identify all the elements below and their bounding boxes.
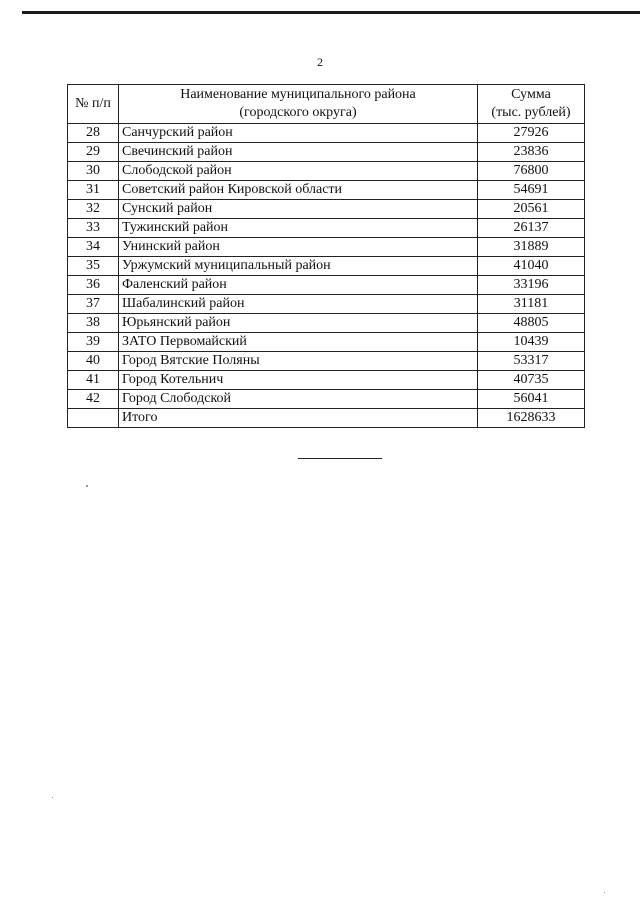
- header-sum: [478, 85, 585, 124]
- row-number: 42: [68, 390, 119, 409]
- row-name: Юрьянский район: [119, 314, 478, 333]
- row-sum: 26137: [478, 219, 585, 238]
- table-row: [68, 219, 585, 238]
- row-name: Город Вятские Поляны: [119, 352, 478, 371]
- row-sum: 31181: [478, 295, 585, 314]
- table-header-row: [68, 85, 585, 124]
- row-name: Санчурский район: [119, 124, 478, 143]
- row-number: 40: [68, 352, 119, 371]
- table-row: [68, 371, 585, 390]
- table-row: [68, 276, 585, 295]
- data-table: [67, 84, 585, 428]
- row-number: 41: [68, 371, 119, 390]
- row-name: Слободской район: [119, 162, 478, 181]
- row-number: 33: [68, 219, 119, 238]
- row-sum: 41040: [478, 257, 585, 276]
- row-name: Унинский район: [119, 238, 478, 257]
- row-sum: 31889: [478, 238, 585, 257]
- row-number: 34: [68, 238, 119, 257]
- scan-speck: [52, 797, 53, 798]
- row-number: 29: [68, 143, 119, 162]
- row-number: 30: [68, 162, 119, 181]
- table-row: [68, 257, 585, 276]
- row-sum: 40735: [478, 371, 585, 390]
- row-sum: 54691: [478, 181, 585, 200]
- row-number: 38: [68, 314, 119, 333]
- row-name: Тужинский район: [119, 219, 478, 238]
- top-rule: [22, 11, 640, 14]
- row-sum: 53317: [478, 352, 585, 371]
- row-name: Шабалинский район: [119, 295, 478, 314]
- row-name: Сунский район: [119, 200, 478, 219]
- row-number: 32: [68, 200, 119, 219]
- header-name-line2: (городского округа): [239, 105, 357, 120]
- header-name: [119, 85, 478, 124]
- total-sum: 1628633: [478, 409, 585, 428]
- table-row: [68, 314, 585, 333]
- table-row: [68, 390, 585, 409]
- header-sum-line2: (тыс. рублей): [491, 105, 571, 120]
- table-total-row: [68, 409, 585, 428]
- total-number: [68, 409, 119, 428]
- row-name: ЗАТО Первомайский: [119, 333, 478, 352]
- row-sum: 48805: [478, 314, 585, 333]
- row-sum: 27926: [478, 124, 585, 143]
- row-number: 37: [68, 295, 119, 314]
- table-row: [68, 162, 585, 181]
- row-number: 39: [68, 333, 119, 352]
- table-row: [68, 200, 585, 219]
- page-number: 2: [317, 55, 323, 69]
- row-sum: 76800: [478, 162, 585, 181]
- scan-speck: [604, 892, 605, 893]
- table-row: [68, 333, 585, 352]
- table-row: [68, 352, 585, 371]
- table-row: [68, 124, 585, 143]
- end-rule: [298, 458, 382, 459]
- table-row: [68, 238, 585, 257]
- row-name: Уржумский муниципальный район: [119, 257, 478, 276]
- row-number: 36: [68, 276, 119, 295]
- total-label: Итого: [119, 409, 478, 428]
- row-name: Советский район Кировской области: [119, 181, 478, 200]
- row-name: Город Слободской: [119, 390, 478, 409]
- row-sum: 20561: [478, 200, 585, 219]
- row-name: Город Котельнич: [119, 371, 478, 390]
- header-number: № п/п: [68, 85, 119, 124]
- scan-speck: [86, 485, 88, 487]
- row-sum: 33196: [478, 276, 585, 295]
- table-row: [68, 181, 585, 200]
- header-sum-line1: Сумма: [511, 87, 551, 102]
- row-number: 28: [68, 124, 119, 143]
- table-body: [68, 124, 585, 428]
- table-row: [68, 143, 585, 162]
- row-sum: 10439: [478, 333, 585, 352]
- row-number: 31: [68, 181, 119, 200]
- row-sum: 23836: [478, 143, 585, 162]
- row-sum: 56041: [478, 390, 585, 409]
- header-name-line1: Наименование муниципального района: [180, 87, 416, 102]
- table-row: [68, 295, 585, 314]
- row-name: Свечинский район: [119, 143, 478, 162]
- row-name: Фаленский район: [119, 276, 478, 295]
- row-number: 35: [68, 257, 119, 276]
